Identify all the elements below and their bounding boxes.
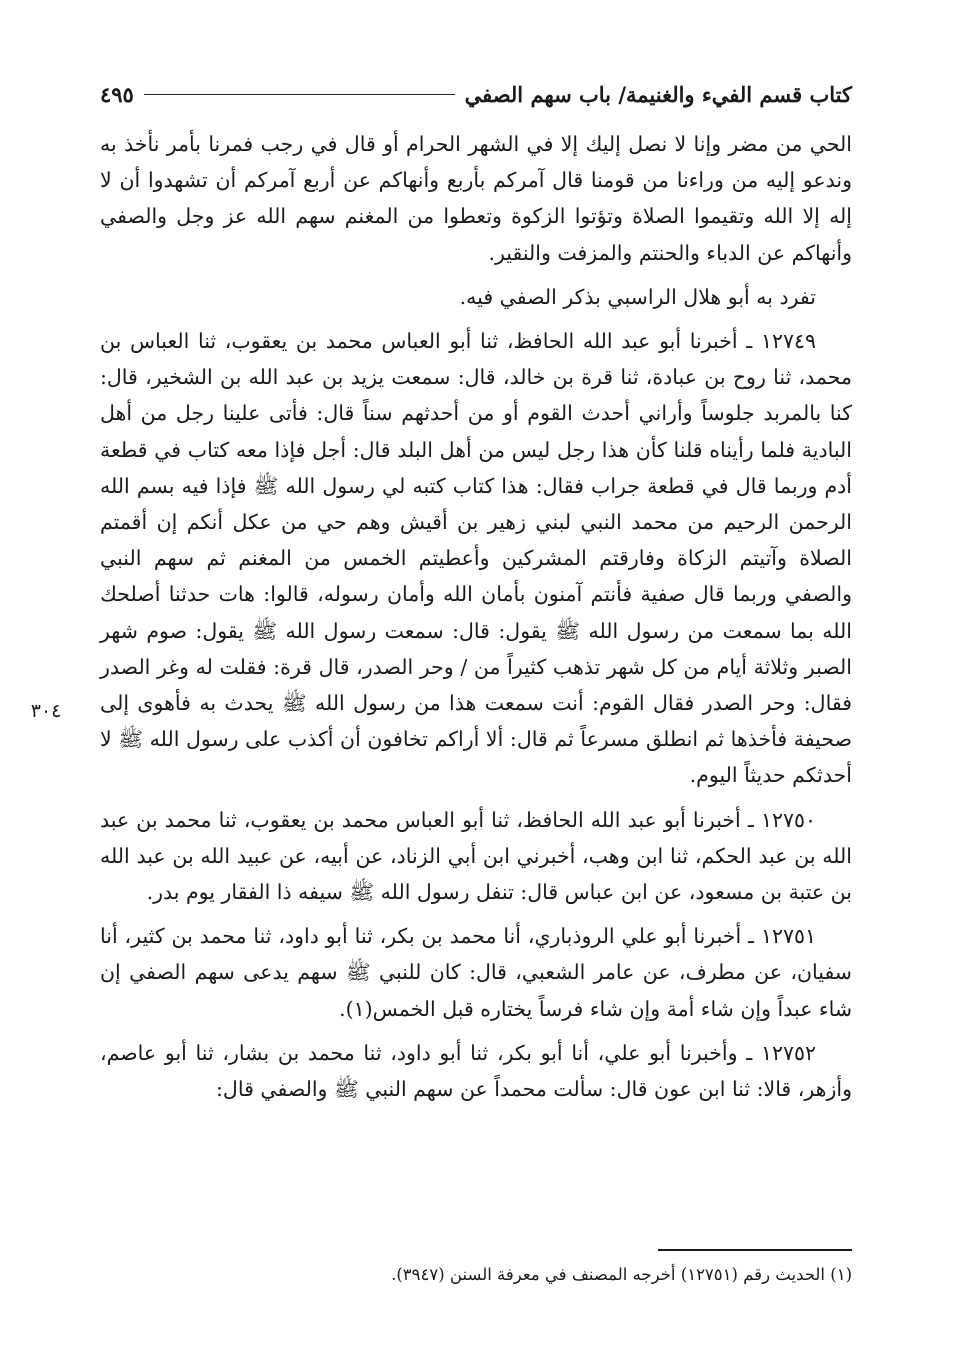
- paragraph-hadith-12749: ١٢٧٤٩ ـ أخبرنا أبو عبد الله الحافظ، ثنا أبو العباس محمد بن يعقوب، ثنا العباس بن محمد، ثنا روح بن عبادة، ثنا قرة بن خالد، قال: سمعت يزيد بن عبد الله بن الشخير، قال: كنا بالمربد جلوساً وأراني أحدث القوم أو من أحدثهم سناً قال: فأتى علينا رجل من أهل البادية فلما رأيناه قلنا كأن هذا رجل ليس من أهل البلد قال: أجل فإذا معه كتاب في قطعة أدم وربما قال في قطعة جراب فقال: هذا كتاب كتبه لي رسول الله ﷺ فإذا فيه بسم الله الرحمن الرحيم من محمد النبي لبني زهير بن أقيش وهم حي من عكل أنكم إن أقمتم الصلاة وآتيتم الزكاة وفارقتم المشركين وأعطيتم الخمس من المغنم ثم سهم النبي والصفي وربما قال صفية فأنتم آمنون بأمان الله وأمان رسوله، قالوا: هات حدثنا أصلحك الله بما سمعت من رسول الله ﷺ يقول: قال: سمعت رسول الله ﷺ يقول: صوم شهر الصبر وثلاثة أيام من كل شهر تذهب كثيراً من / وحر الصدر، قال قرة: فقلت له وغر الصدر فقال: وحر الصدر فقال القوم: أنت سمعت هذا من رسول الله ﷺ يحدث به فأهوى إلى صحيفة فأخذها ثم انطلق مسرعاً ثم قال: ألا أراكم تخافون أن أكذب على رسول الله ﷺ لا أحدثكم حديثاً اليوم.: [100, 329, 852, 788]
- paragraph-hadith-12751: ١٢٧٥١ ـ أخبرنا أبو علي الروذباري، أنا محمد بن بكر، ثنا أبو داود، ثنا محمد بن كثير، أنا سفيان، عن مطرف، عن عامر الشعبي، قال: كان للنبي ﷺ سهم يدعى سهم الصفي إن شاء عبداً وإن شاء أمة وإن شاء فرساً يختاره قبل الخمس(١).: [100, 924, 852, 1021]
- page-header: [100, 76, 852, 112]
- page-number: ٤٩٥: [100, 81, 134, 107]
- header-rule: [144, 94, 455, 95]
- footnote: (١) الحديث رقم (١٢٧٥١) أخرجه المصنف في معرفة السنن (٣٩٤٧).: [391, 1265, 852, 1284]
- main-text: [100, 126, 852, 1115]
- paragraph-continuation: الحي من مضر وإنا لا نصل إليك إلا في الشهر الحرام أو قال في رجب فمرنا بأمر نأخذ به وندعو إليه من وراءنا من قومنا قال آمركم بأربع وأنهاكم عن أربع آمركم أن تشهدوا أن لا إله إلا الله وتقيموا الصلاة وتؤتوا الزكوة وتعطوا من المغنم سهم الله عز وجل والصفي وأنهاكم عن الدباء والحنتم والمزفت والنقير.: [100, 132, 852, 265]
- paragraph-note: تفرد به أبو هلال الراسبي بذكر الصفي فيه.: [459, 284, 816, 309]
- margin-page-reference: ٣٠٤: [30, 700, 62, 722]
- footnote-rule: [658, 1249, 852, 1251]
- running-title: كتاب قسم الفيء والغنيمة/ باب سهم الصفي: [464, 81, 852, 107]
- paragraph-hadith-12750: ١٢٧٥٠ ـ أخبرنا أبو عبد الله الحافظ، ثنا أبو العباس محمد بن يعقوب، ثنا محمد بن عبد الله بن عبد الحكم، ثنا ابن وهب، أخبرني ابن أبي الزناد، عن أبيه، عن عبيد الله بن عبد الله بن عتبة بن مسعود، عن ابن عباس قال: تنفل رسول الله ﷺ سيفه ذا الفقار يوم بدر.: [100, 807, 852, 905]
- paragraph-hadith-12752: ١٢٧٥٢ ـ وأخبرنا أبو علي، أنا أبو بكر، ثنا أبو داود، ثنا محمد بن بشار، ثنا أبو عاصم، وأزهر، قالا: ثنا ابن عون قال: سألت محمداً عن سهم النبي ﷺ والصفي قال:: [100, 1040, 852, 1102]
